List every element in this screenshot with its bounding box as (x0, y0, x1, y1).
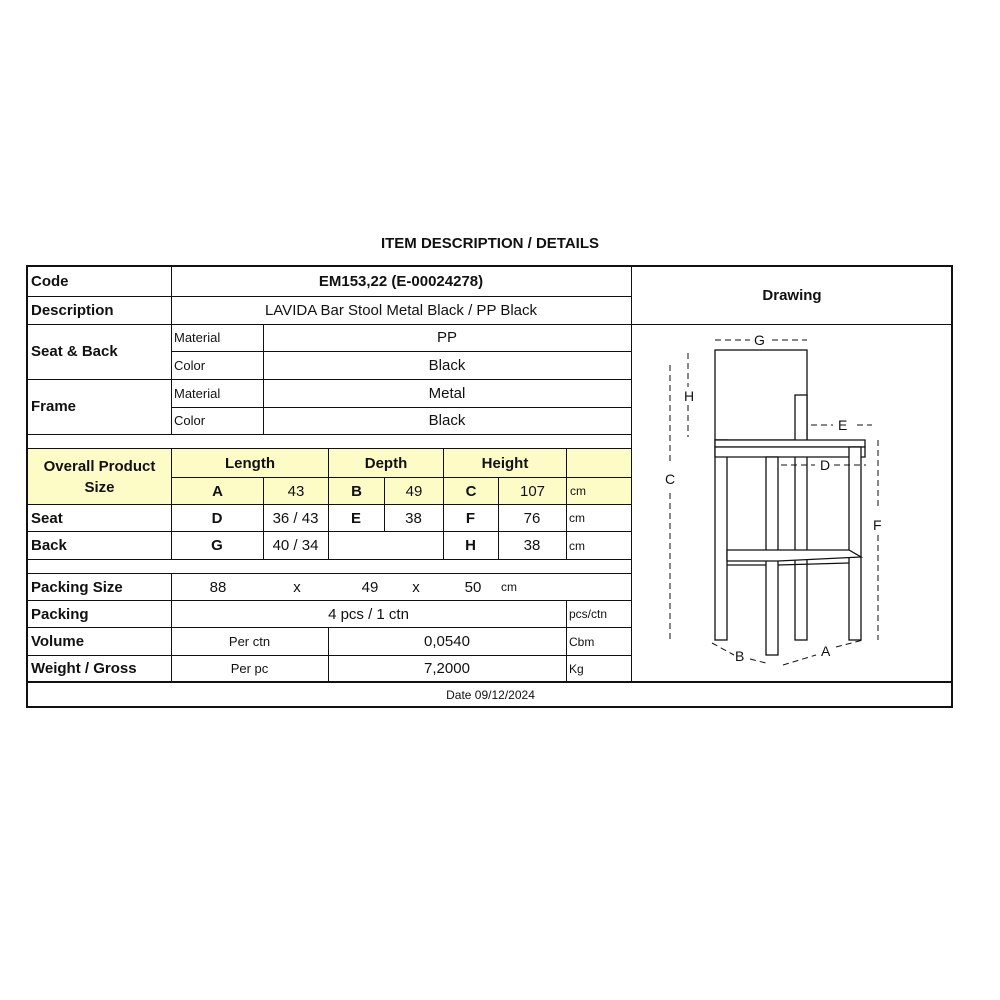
document-title: ITEM DESCRIPTION / DETAILS (380, 235, 600, 252)
drawing-label-h: H (684, 388, 695, 404)
packing-x1: x (293, 578, 301, 596)
description-label: Description (31, 301, 114, 319)
drawing-label-e: E (838, 417, 848, 433)
drawing-label-b: B (735, 648, 745, 664)
volume-per: Per ctn (228, 634, 271, 649)
drawing-label-g: G (754, 332, 765, 348)
drawing-label-f: F (873, 517, 882, 533)
packing-size-label: Packing Size (31, 578, 123, 596)
dim-a-value: 43 (264, 478, 328, 504)
dim-h-letter: H (465, 537, 476, 554)
volume-label: Volume (31, 633, 85, 650)
unit-header-blank (567, 449, 631, 477)
seat-dim-label: Seat (31, 509, 63, 527)
volume-value: 0,0540 (424, 633, 470, 650)
bar-stool-diagram (648, 325, 908, 675)
back-unit: cm (569, 538, 585, 553)
weight-unit: Kg (569, 661, 584, 676)
dim-c-letter: C (444, 478, 498, 504)
packing-size-unit: cm (501, 580, 517, 594)
dim-d-letter: D (211, 509, 223, 527)
dim-b-value: 49 (385, 478, 443, 504)
depth-header: Depth (329, 449, 443, 477)
dim-g-value: 40 / 34 (272, 537, 319, 554)
frame-color-value: Black (428, 412, 466, 429)
dim-f-value: 76 (523, 509, 541, 527)
code-label: Code (31, 273, 69, 290)
frame-material-value: Metal (428, 384, 466, 402)
seat-back-material-label: Material (174, 330, 221, 345)
height-header: Height (444, 449, 566, 477)
dim-e-letter: E (350, 509, 361, 527)
frame-material-label: Material (174, 385, 221, 401)
seat-unit: cm (569, 511, 585, 525)
packing-value: 4 pcs / 1 ctn (328, 605, 409, 623)
packing-label: Packing (31, 605, 89, 623)
dim-b-letter: B (329, 478, 384, 504)
weight-value: 7,2000 (424, 660, 470, 677)
description-value: LAVIDA Bar Stool Metal Black / PP Black (264, 301, 538, 319)
dim-c-value: 107 (499, 478, 566, 504)
seat-back-label: Seat & Back (31, 343, 118, 360)
drawing-label-a: A (821, 643, 831, 659)
bar-stool-drawing (648, 325, 908, 675)
packing-unit: pcs/ctn (569, 607, 608, 621)
packing-x2: x (412, 578, 420, 596)
code-value: EM153,22 (E-00024278) (318, 273, 484, 290)
packing-height: 50 (464, 578, 482, 596)
length-header: Length (172, 449, 328, 477)
dim-a-letter: A (172, 478, 263, 504)
weight-per: Per pc (230, 661, 269, 676)
overall-size-label: Overall Product Size (28, 449, 171, 504)
dim-h-value: 38 (523, 537, 541, 554)
drawing-label-c: C (665, 471, 676, 487)
volume-unit: Cbm (569, 634, 595, 649)
seat-back-color-label: Color (174, 357, 206, 373)
drawing-label-d: D (820, 457, 831, 473)
dim-d-value: 36 / 43 (272, 509, 319, 527)
packing-length: 88 (209, 578, 227, 596)
frame-color-label: Color (174, 413, 206, 428)
dim-e-value: 38 (405, 509, 422, 527)
frame-label: Frame (31, 398, 77, 415)
dim-g-letter: G (211, 537, 223, 554)
date-footer: Date 09/12/2024 (446, 688, 535, 702)
packing-width: 49 (361, 578, 379, 596)
overall-unit: cm (567, 478, 631, 504)
seat-back-color-value: Black (428, 356, 466, 374)
seat-back-material-value: PP (436, 329, 457, 346)
drawing-header: Drawing (762, 287, 822, 304)
weight-label: Weight / Gross (31, 660, 137, 677)
back-dim-label: Back (31, 537, 67, 554)
dim-f-letter: F (465, 509, 476, 527)
